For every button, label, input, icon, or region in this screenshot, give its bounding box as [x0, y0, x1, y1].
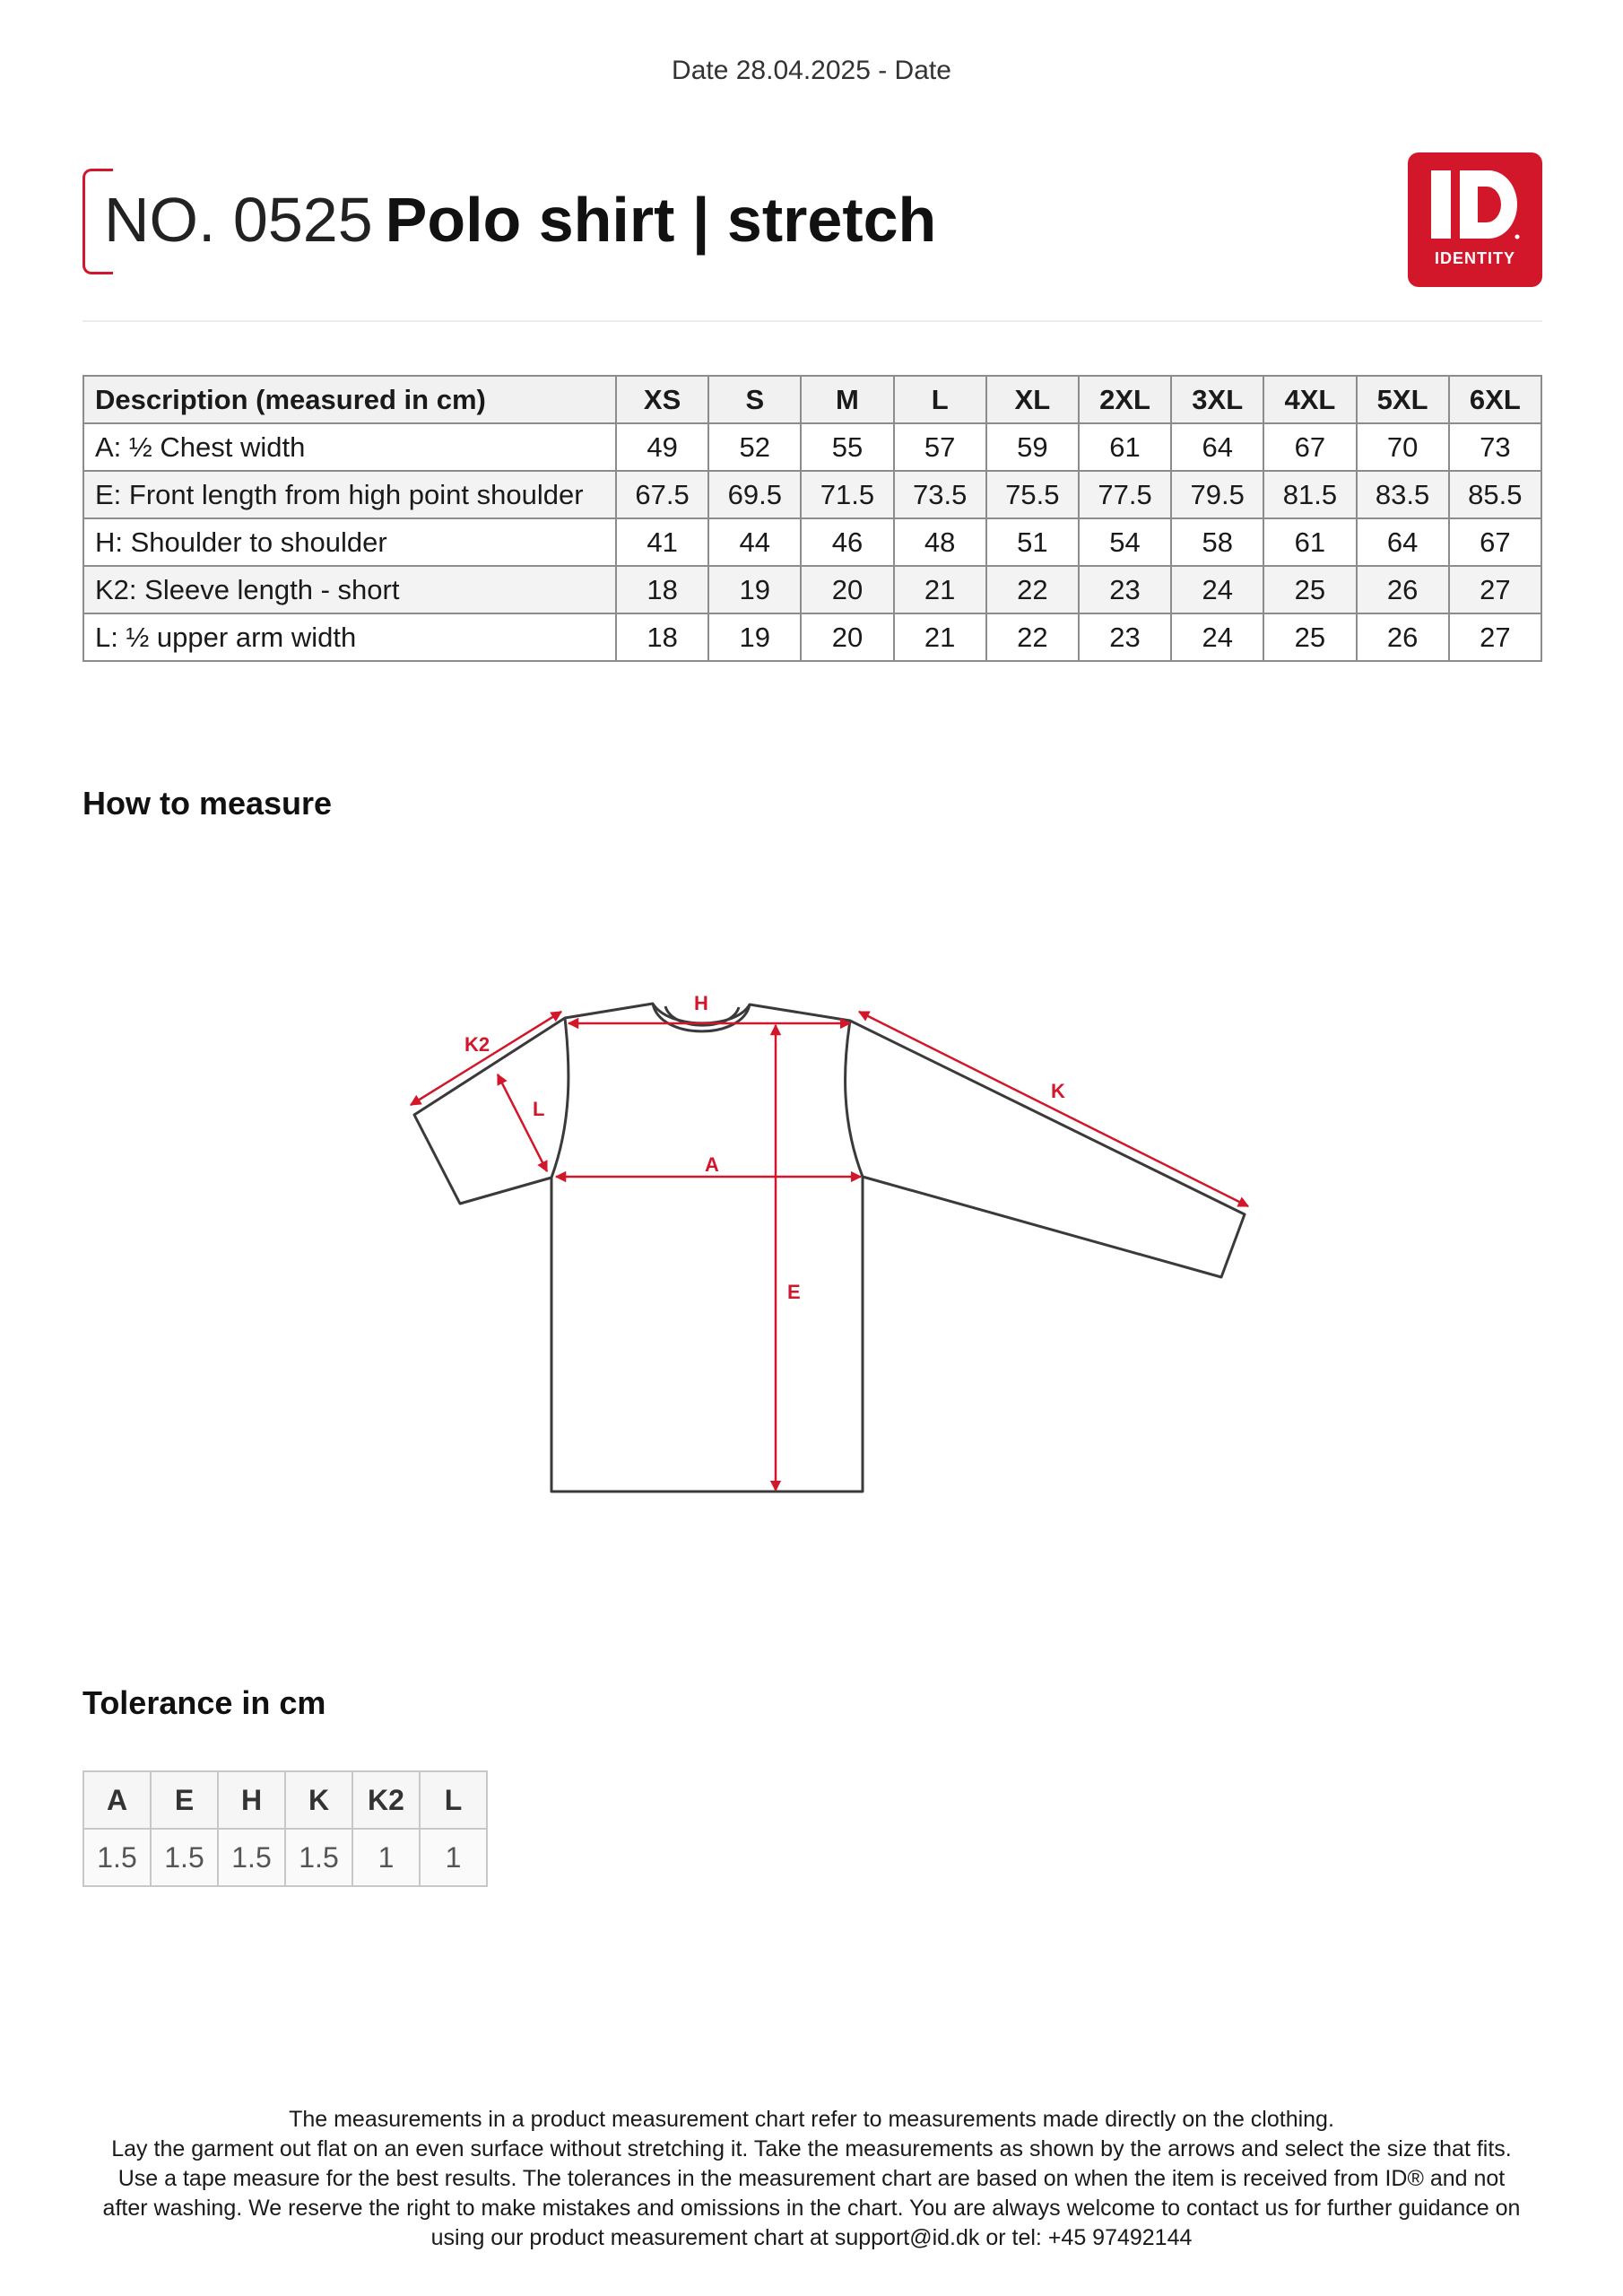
table-cell: 25	[1263, 613, 1356, 661]
tolerance-heading: Tolerance in cm	[82, 1684, 326, 1721]
size-table	[82, 375, 1542, 662]
table-cell: 61	[1079, 423, 1171, 471]
header-cell: K	[285, 1771, 352, 1829]
table-cell: 73.5	[894, 471, 986, 518]
table-row	[83, 566, 1541, 613]
table-cell: 55	[801, 423, 893, 471]
table-cell: 83.5	[1357, 471, 1449, 518]
table-cell: 18	[616, 613, 708, 661]
header-cell: L	[420, 1771, 487, 1829]
table-cell: 26	[1357, 613, 1449, 661]
document-date: Date 28.04.2025 - Date	[672, 56, 951, 85]
table-cell: H: Shoulder to shoulder	[83, 518, 616, 566]
footer-line: The measurements in a product measurement chart refer to measurements made directly on the clothing.	[289, 2107, 1334, 2132]
table-cell: 1.5	[285, 1829, 352, 1886]
table-cell: 20	[801, 613, 893, 661]
table-cell: 46	[801, 518, 893, 566]
header-cell: M	[801, 376, 893, 423]
table-cell: 49	[616, 423, 708, 471]
table-cell: 18	[616, 566, 708, 613]
tolerance-header-row	[83, 1771, 487, 1829]
label-k2: K2	[464, 1033, 490, 1056]
table-cell: 22	[986, 613, 1079, 661]
label-a: A	[705, 1153, 719, 1176]
header-cell: 3XL	[1171, 376, 1263, 423]
product-number: NO. 0525	[104, 185, 373, 255]
header-cell: 6XL	[1449, 376, 1541, 423]
table-cell: L: ½ upper arm width	[83, 613, 616, 661]
header-cell: 5XL	[1357, 376, 1449, 423]
footer-line: Use a tape measure for the best results. The tolerances in the measurement chart are based on when the item is received from ID® and not	[117, 2166, 1506, 2191]
measurement-arrows	[411, 1012, 1248, 1491]
header-cell: H	[218, 1771, 285, 1829]
table-cell: 77.5	[1079, 471, 1171, 518]
table-cell: 1.5	[83, 1829, 151, 1886]
table-cell: E: Front length from high point shoulder	[83, 471, 616, 518]
table-row	[83, 471, 1541, 518]
table-cell: 44	[708, 518, 801, 566]
table-cell: 20	[801, 566, 893, 613]
table-cell: 1.5	[151, 1829, 218, 1886]
table-cell: 73	[1449, 423, 1541, 471]
table-cell: A: ½ Chest width	[83, 423, 616, 471]
table-cell: 19	[708, 566, 801, 613]
table-cell: 23	[1079, 613, 1171, 661]
header-cell: XS	[616, 376, 708, 423]
footer-disclaimer	[63, 2105, 1560, 2253]
label-k: K	[1051, 1080, 1065, 1102]
table-cell: 54	[1079, 518, 1171, 566]
table-cell: 67	[1449, 518, 1541, 566]
logo-text: IDENTITY	[1434, 249, 1515, 267]
table-cell: 27	[1449, 566, 1541, 613]
table-cell: 1	[352, 1829, 420, 1886]
footer-line: Lay the garment out flat on an even surface without stretching it. Take the measurements as shown by the arrows and select the size that fits.	[111, 2136, 1512, 2161]
header-cell: K2	[352, 1771, 420, 1829]
table-cell: 41	[616, 518, 708, 566]
table-cell: 51	[986, 518, 1079, 566]
table-cell: 48	[894, 518, 986, 566]
header-cell: 2XL	[1079, 376, 1171, 423]
table-cell: 58	[1171, 518, 1263, 566]
header-cell: E	[151, 1771, 218, 1829]
table-cell: 26	[1357, 566, 1449, 613]
table-cell: 71.5	[801, 471, 893, 518]
table-cell: 69.5	[708, 471, 801, 518]
table-cell: 24	[1171, 613, 1263, 661]
table-cell: 61	[1263, 518, 1356, 566]
table-cell: 59	[986, 423, 1079, 471]
measurement-diagram	[395, 969, 1291, 1507]
id-logo-icon	[1429, 167, 1521, 242]
table-cell: 23	[1079, 566, 1171, 613]
table-cell: 81.5	[1263, 471, 1356, 518]
table-cell: 57	[894, 423, 986, 471]
table-row	[83, 518, 1541, 566]
footer-line: after washing. We reserve the right to make mistakes and omissions in the chart. You are always welcome to contact us for further guidance on	[102, 2196, 1521, 2221]
table-row	[83, 613, 1541, 661]
table-cell: 64	[1171, 423, 1263, 471]
label-l: L	[533, 1098, 545, 1120]
product-name: Polo shirt | stretch	[385, 185, 937, 255]
label-h: H	[694, 992, 708, 1014]
table-cell: 52	[708, 423, 801, 471]
table-cell: 19	[708, 613, 801, 661]
table-cell: 67	[1263, 423, 1356, 471]
header-cell: S	[708, 376, 801, 423]
product-title	[104, 179, 936, 260]
polo-shirt-outline	[414, 1004, 1245, 1492]
tolerance-table	[82, 1770, 488, 1887]
footer-line: using our product measurement chart at support@id.dk or tel: +45 97492144	[430, 2225, 1193, 2250]
tolerance-values-row	[83, 1829, 487, 1886]
header-cell: XL	[986, 376, 1079, 423]
table-cell: 70	[1357, 423, 1449, 471]
table-cell: 25	[1263, 566, 1356, 613]
table-cell: 22	[986, 566, 1079, 613]
table-cell: 85.5	[1449, 471, 1541, 518]
table-cell: 1	[420, 1829, 487, 1886]
header-cell: 4XL	[1263, 376, 1356, 423]
table-row	[83, 423, 1541, 471]
identity-logo	[1408, 152, 1542, 287]
table-cell: 21	[894, 566, 986, 613]
table-cell: 27	[1449, 613, 1541, 661]
table-cell: 24	[1171, 566, 1263, 613]
header-divider	[82, 320, 1542, 322]
table-cell: 75.5	[986, 471, 1079, 518]
table-cell: 21	[894, 613, 986, 661]
table-cell: 1.5	[218, 1829, 285, 1886]
size-table-header-row	[83, 376, 1541, 423]
table-cell: 64	[1357, 518, 1449, 566]
header-cell: L	[894, 376, 986, 423]
table-cell: 67.5	[616, 471, 708, 518]
how-to-measure-heading: How to measure	[82, 785, 333, 822]
table-cell: K2: Sleeve length - short	[83, 566, 616, 613]
label-e: E	[787, 1281, 801, 1303]
header-cell: Description (measured in cm)	[83, 376, 616, 423]
header-cell: A	[83, 1771, 151, 1829]
table-cell: 79.5	[1171, 471, 1263, 518]
